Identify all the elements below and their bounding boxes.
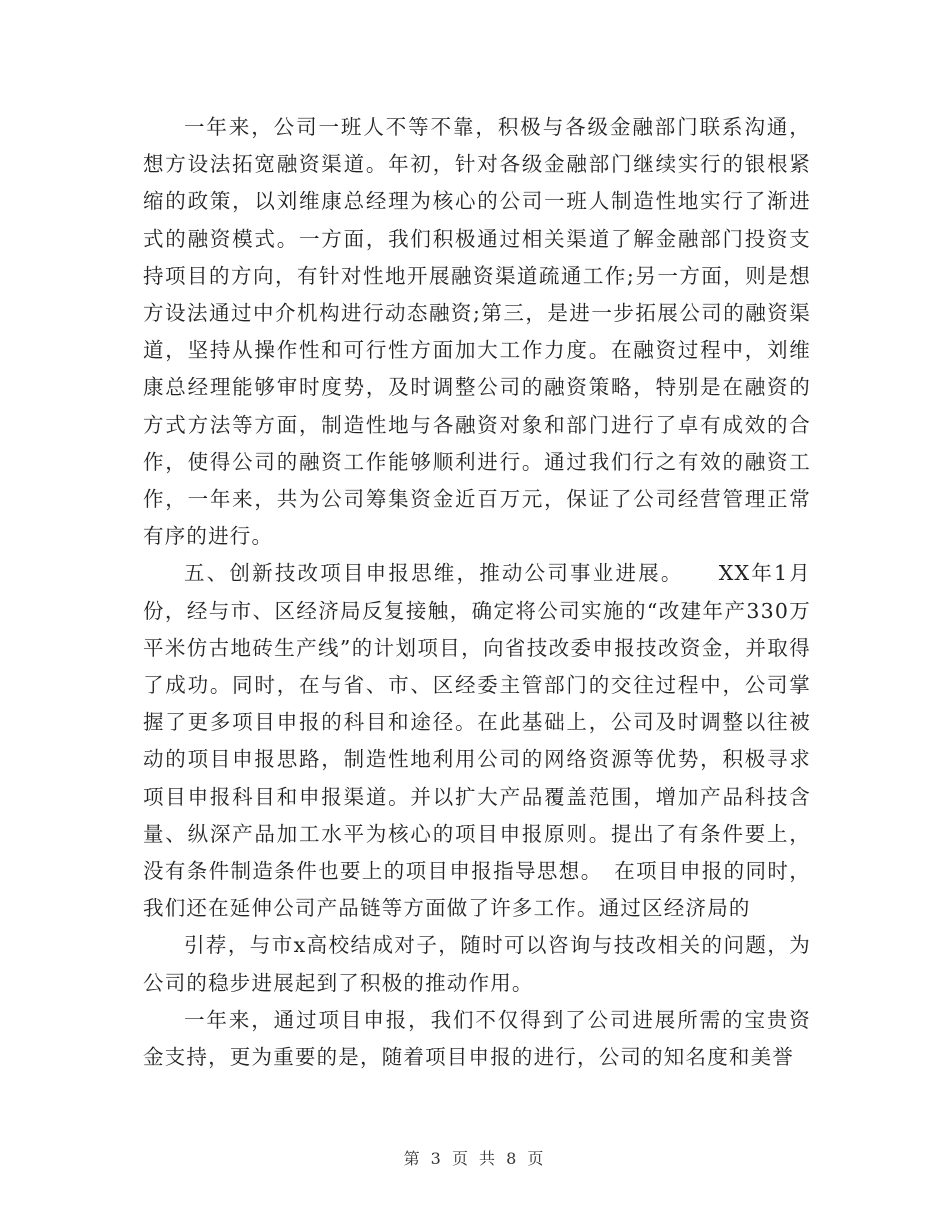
paragraph-financing: 一年来，公司一班人不等不靠，积极与各级金融部门联系沟通，想方设法拓宽融资渠道。年初，针对各级金融部门继续实行的银根紧缩的政策，以刘维康总经理为核心的公司一班人制造性地实行了渐进式的融资模式。一方面，我们积极通过相关渠道了解金融部门投资支持项目的方向，有针对性地开展融资渠道疏通工作;另一方面，则是想方设法通过中介机构进行动态融资;第三，是进一步拓展公司的融资渠道，坚持从操作性和可行性方面加大工作力度。在融资过程中，刘维康总经理能够审时度势，及时调整公司的融资策略，特别是在融资的方式方法等方面，制造性地与各融资对象和部门进行了卓有成效的合作，使得公司的融资工作能够顺利进行。通过我们行之有效的融资工作，一年来，共为公司筹集资金近百万元，保证了公司经营管理正常有序的进行。 <box>143 115 811 549</box>
paragraph-recommendation: 引荐，与市x高校结成对子，随时可以咨询与技改相关的问题，为公司的稳步进展起到了积极的推动作用。 <box>143 933 811 995</box>
page-footer: 第 3 页 共 8 页 <box>403 1149 547 1168</box>
paragraph-summary: 一年来，通过项目申报，我们不仅得到了公司进展所需的宝贵资金支持，更为重要的是，随着项目申报的进行，公司的知名度和美誉 <box>143 1007 811 1070</box>
paragraph-tech-project: 五、创新技改项目申报思维，推动公司事业进展。 XX年1月份，经与市、区经济局反复接触，确定将公司实施的“改建年产330万平米仿古地砖生产线”的计划项目，向省技改委申报技改资金，并取得了成功。同时，在与省、市、区经委主管部门的交往过程中，公司掌握了更多项目申报的科目和途径。在此基础上，公司及时调整以往被动的项目申报思路，制造性地利用公司的网络资源等优势，积极寻求项目申报科目和申报渠道。并以扩大产品覆盖范围，增加产品科技含量、纵深产品加工水平为核心的项目申报原则。提出了有条件要上，没有条件制造条件也要上的项目申报指导思想。 在项目申报的同时，我们还在延伸公司产品链等方面做了许多工作。通过区经济局的 <box>143 561 811 921</box>
document-body <box>143 109 811 1076</box>
